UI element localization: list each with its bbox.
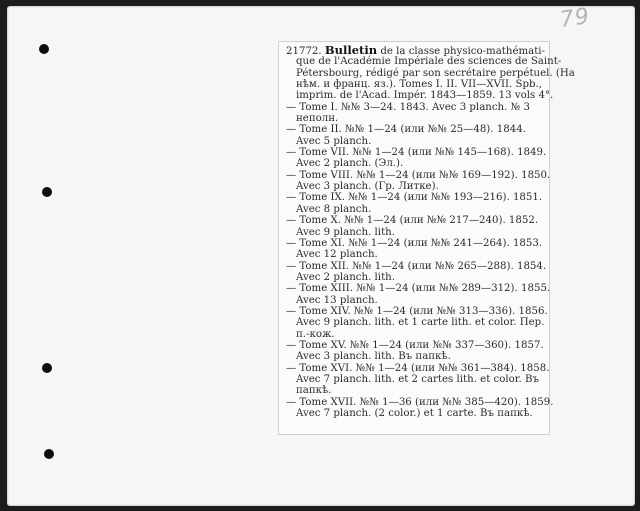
entry-line: — Tome XV. №№ 1—24 (или №№ 337—360). 1857.: [286, 339, 544, 351]
entry-line: — Tome XII. №№ 1—24 (или №№ 265—288). 1854.: [286, 260, 547, 272]
entry-line: — Tome VIII. №№ 1—24 (или №№ 169—192). 1850.: [286, 169, 551, 181]
entry-line: Avec 13 planch.: [296, 294, 378, 306]
punch-hole-4: [44, 449, 54, 459]
entry-line: неполн.: [296, 113, 339, 125]
entry-line: п.-кож.: [296, 328, 335, 340]
entry-line: — Tome XIV. №№ 1—24 (или №№ 313—336). 1856.: [286, 305, 548, 317]
entry-line: Avec 5 planch.: [296, 135, 372, 147]
punch-hole-2: [42, 187, 52, 197]
entry-number: 21772.: [286, 46, 322, 57]
page-number: 79: [558, 4, 592, 33]
entry-line: — Tome II. №№ 1—24 (или №№ 25—48). 1844.: [286, 124, 526, 136]
entry-title: Bulletin: [324, 43, 378, 57]
entry-line: — Tome VII. №№ 1—24 (или №№ 145—168). 1849.: [286, 147, 547, 159]
entry-line: Avec 7 planch. lith. et 2 cartes lith. et color. Въ: [296, 373, 539, 385]
entry-line: папкѣ.: [296, 385, 332, 397]
entry-line: Avec 12 planch.: [296, 249, 378, 261]
entry-line: Avec 3 planch. (Гр. Литке).: [296, 181, 439, 193]
entry-line: — Tome XVI. №№ 1—24 (или №№ 361—384). 1858.: [286, 362, 550, 374]
entry-line: — Tome XIII. №№ 1—24 (или №№ 289—312). 1855.: [286, 283, 551, 295]
entry-heading: [286, 45, 544, 56]
entry-body: [286, 56, 575, 419]
entry-line: Pétersbourg, rédigé par son secrétaire perpétuel. (На: [296, 67, 575, 79]
entry-line: нѣм. и франц. яз.). Tomes I. II. VII—XVII. Spb.,: [296, 79, 542, 91]
entry-line: Avec 8 planch.: [296, 203, 372, 215]
entry-line: — Tome IX. №№ 1—24 (или №№ 193—216). 1851.: [286, 192, 543, 204]
catalog-entry: [286, 43, 575, 419]
punch-hole-1: [39, 44, 49, 54]
entry-line: Avec 9 planch. lith. et 1 carte lith. et color. Пер.: [296, 317, 545, 329]
entry-line: imprim. de l'Acad. Impér. 1843—1859. 13 vols 4°.: [296, 90, 554, 102]
punch-hole-3: [42, 363, 52, 373]
entry-line: que de l'Académie Impériale des sciences de Saint-: [296, 56, 562, 68]
entry-line: Avec 2 planch. lith.: [296, 271, 395, 283]
entry-line: — Tome X. №№ 1—24 (или №№ 217—240). 1852.: [286, 215, 539, 227]
entry-line: — Tome XVII. №№ 1—36 (или №№ 385—420). 1859.: [286, 396, 554, 408]
entry-line: Avec 3 planch. lith. Въ папкѣ.: [296, 351, 451, 363]
entry-heading-rest: de la classe physico-mathémati-: [377, 46, 546, 57]
entry-line: Avec 7 planch. (2 color.) et 1 carte. Въ папкѣ.: [296, 408, 533, 419]
entry-line: Avec 2 planch. (Эл.).: [296, 158, 404, 170]
entry-line: — Tome XI. №№ 1—24 (или №№ 241—264). 1853.: [286, 237, 543, 249]
entry-line: — Tome I. №№ 3—24. 1843. Avec 3 planch. № 3: [286, 101, 530, 113]
entry-line: Avec 9 planch. lith.: [296, 226, 395, 238]
